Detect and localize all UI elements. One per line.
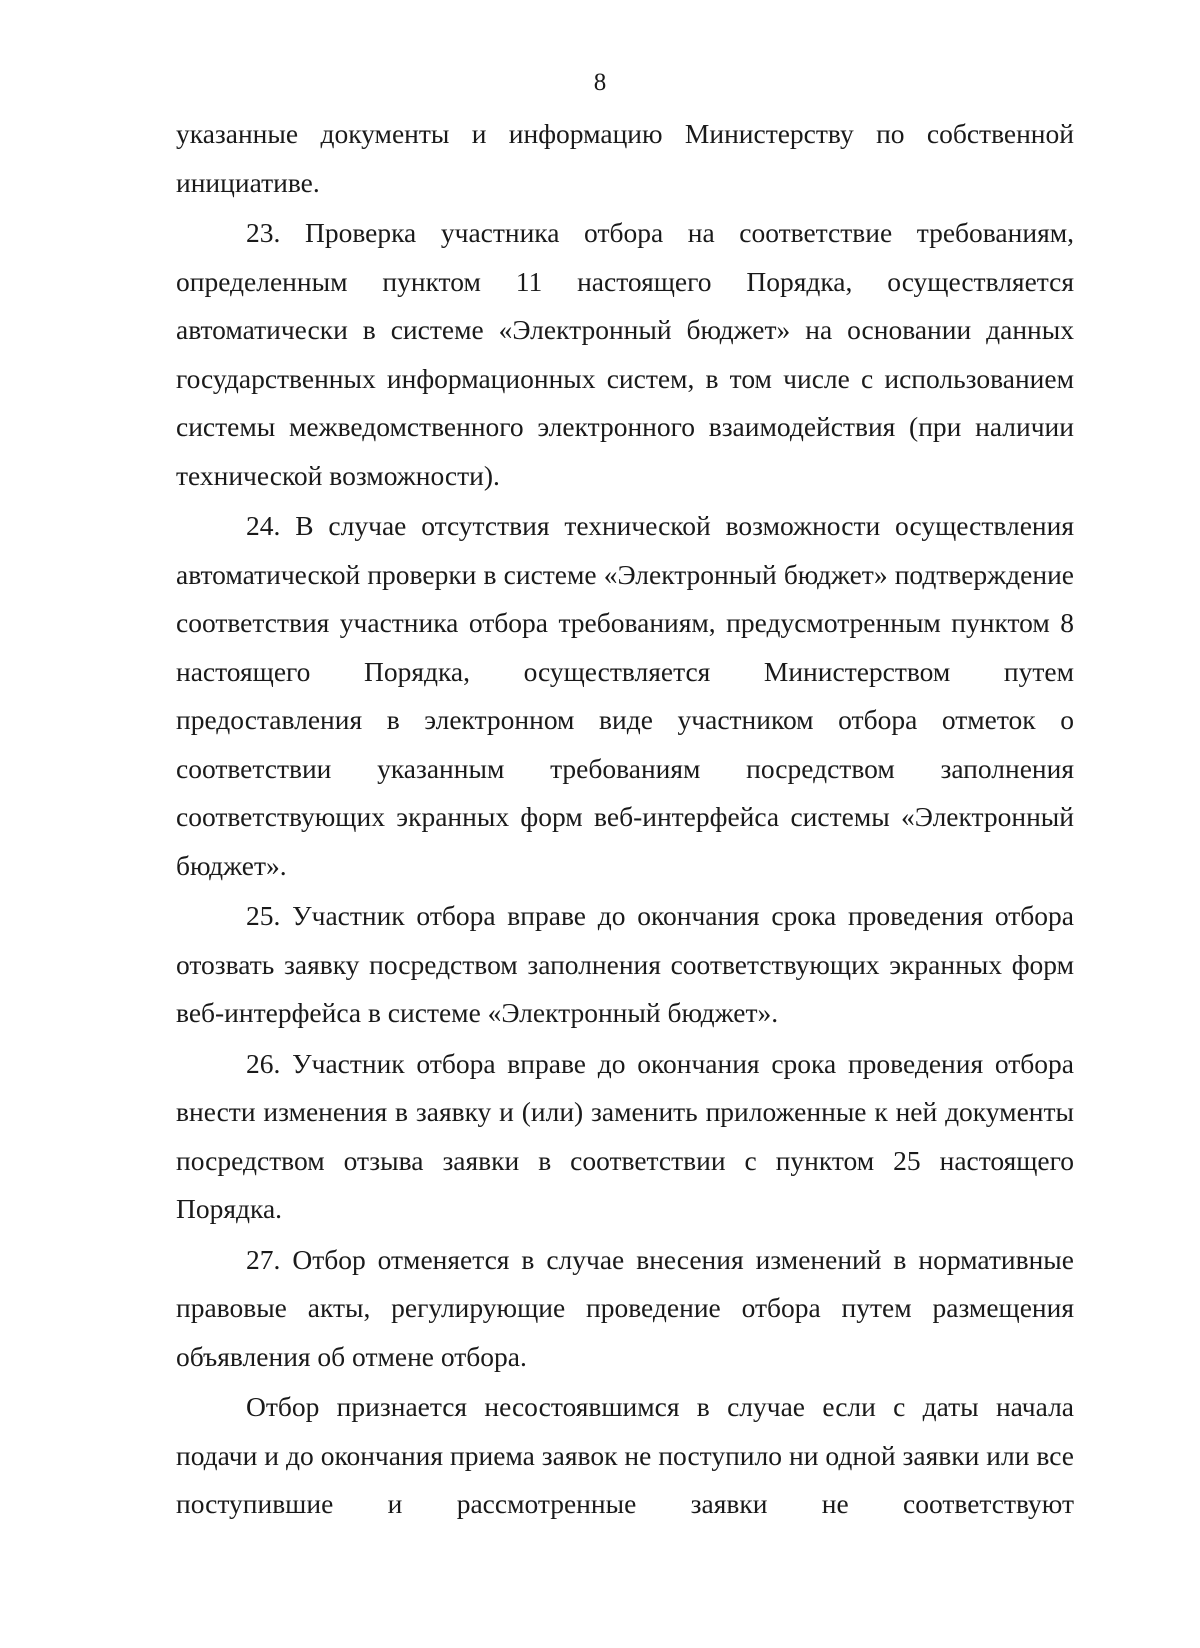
page-number: 8 bbox=[593, 69, 607, 96]
document-body bbox=[176, 110, 1074, 1529]
paragraph-item-25: 25. Участник отбора вправе до окончания срока проведения отбора отозвать заявку посредством заполнения соответствующих экранных форм веб-интерфейса в системе «Электронный бюджет». bbox=[176, 900, 1074, 1028]
paragraph-item-24: 24. В случае отсутствия технической возможности осуществления автоматической проверки в системе «Электронный бюджет» подтверждение соответствия участника отбора требованиям, предусмотренным пунктом 8 настоящего Порядка, осуществляется Министерством путем предоставления в электронном виде участником отбора отметок о соответствии указанным требованиям посредством заполнения соответствующих экранных форм веб-интерфейса системы «Электронный бюджет». bbox=[176, 510, 1074, 881]
paragraph-item-27-continued: Отбор признается несостоявшимся в случае если с даты начала подачи и до окончания приема заявок не поступило ни одной заявки или все поступившие и рассмотренные заявки не соответствуют bbox=[176, 1391, 1074, 1519]
paragraph-item-27: 27. Отбор отменяется в случае внесения изменений в нормативные правовые акты, регулирующие проведение отбора путем размещения объявления об отмене отбора. bbox=[176, 1243, 1074, 1372]
paragraph-item-23: 23. Проверка участника отбора на соответствие требованиям, определенным пунктом 11 настоящего Порядка, осуществляется автоматически в системе «Электронный бюджет» на основании данных государственных информационных систем, в том числе с использованием системы межведомственного электронного взаимодействия (при наличии технической возможности). bbox=[176, 217, 1074, 491]
paragraph-item-26: 26. Участник отбора вправе до окончания срока проведения отбора внести изменения в заявку и (или) заменить приложенные к ней документы посредством отзыва заявки в соответствии с пунктом 25 настоящего Порядка. bbox=[176, 1047, 1074, 1224]
paragraph-continuation: указанные документы и информацию Министерству по собственной инициативе. bbox=[176, 118, 1074, 198]
